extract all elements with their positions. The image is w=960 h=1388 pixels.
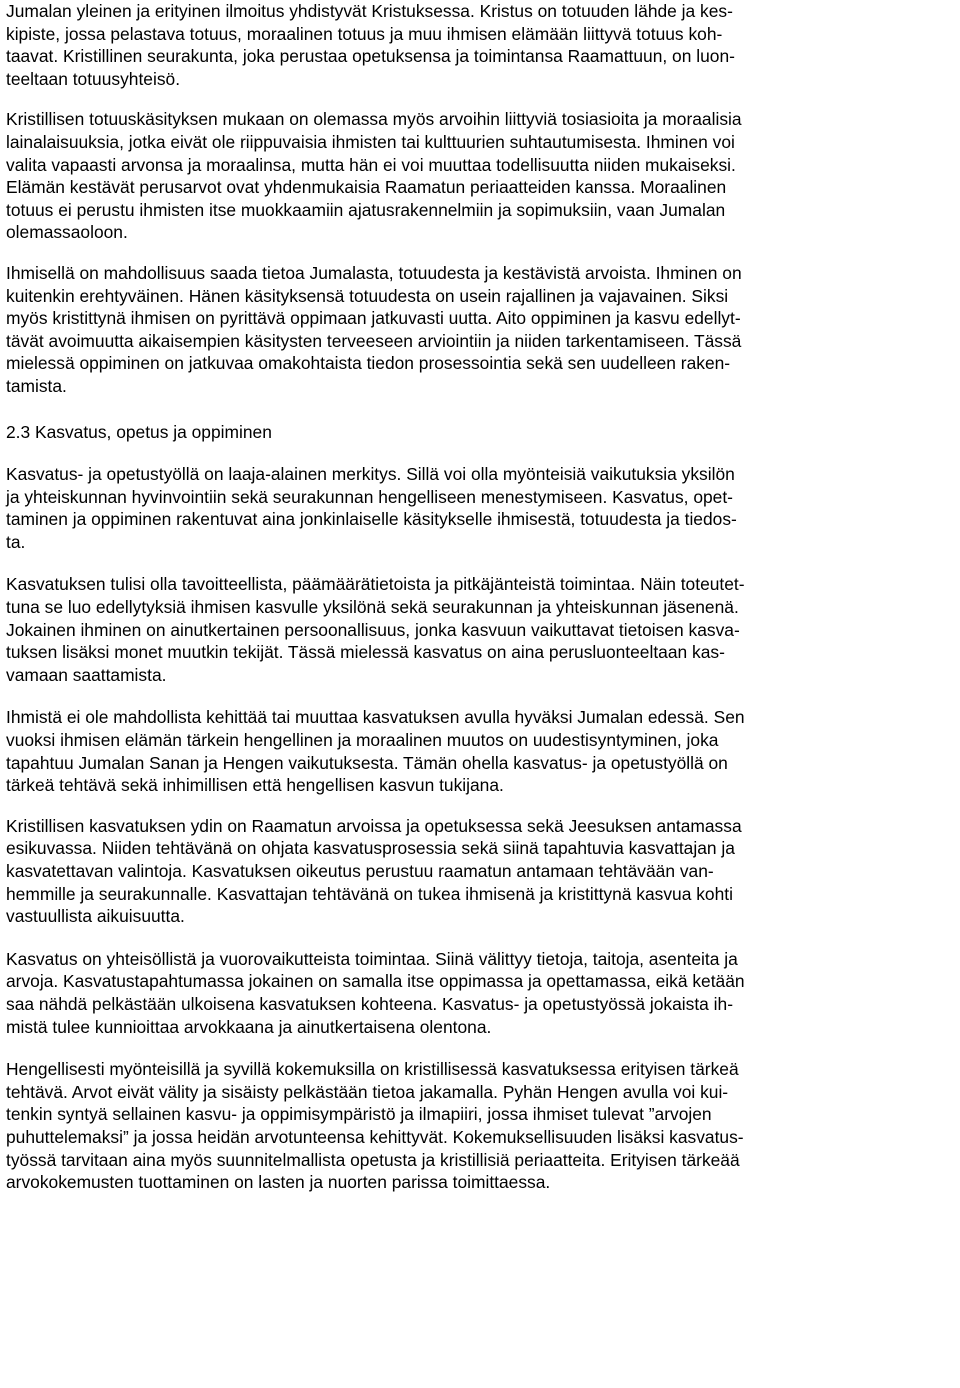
text-line: taminen ja oppiminen rakentuvat aina jonkinlaiselle käsitykselle ihmisestä, totuudesta ja tiedos-: [6, 509, 737, 530]
text-line: Jokainen ihminen on ainutkertainen persoonallisuus, jonka kasvuun vaikuttavat tietoisen kasva-: [6, 619, 740, 640]
text-line: tamista.: [6, 375, 67, 396]
text-line: ta.: [6, 531, 26, 552]
paragraph: [6, 948, 954, 1038]
text-line: myös kristittynä ihmisen on pyrittävä oppimaan jatkuvasti uutta. Aito oppiminen ja kasvu edellyt-: [6, 308, 741, 329]
text-line: mistä tulee kunnioittaa arvokkaana ja ainutkertaisena olentona.: [6, 1016, 492, 1037]
section-heading: 2.3 Kasvatus, opetus ja oppiminen: [6, 421, 272, 442]
paragraph: [6, 463, 954, 553]
text-line: saa nähdä pelkästään ulkoisena kasvatuksen kohteena. Kasvatus- ja opetustyössä jokaista ih-: [6, 993, 733, 1014]
text-line: kipiste, jossa pelastava totuus, moraalinen totuus ja muu ihmisen elämään liittyvä totuus koh-: [6, 23, 723, 44]
text-line: valita vapaasti arvonsa ja moraalinsa, mutta hän ei voi muuttaa todellisuutta niiden mukaiseksi.: [6, 154, 736, 175]
text-line: tapahtuu Jumalan Sanan ja Hengen vaikutuksesta. Tämän ohella kasvatus- ja opetustyöllä on: [6, 752, 728, 773]
paragraph: [6, 1058, 954, 1194]
text-line: vuoksi ihmisen elämän tärkein hengellinen ja moraalinen muutos on uudestisyntyminen, joka: [6, 730, 719, 751]
paragraph-spacer: [6, 686, 954, 706]
text-line: lainalaisuuksia, jotka eivät ole riippuvaisia ihmisten tai kulttuurien suhtautumisesta. Ihminen voi: [6, 131, 735, 152]
text-line: Ihmisellä on mahdollisuus saada tietoa Jumalasta, totuudesta ja kestävistä arvoista. Ihminen on: [6, 262, 742, 283]
text-line: ja yhteiskunnan hyvinvointiin sekä seurakunnan hengelliseen menestymiseen. Kasvatus, opet-: [6, 486, 733, 507]
text-line: Jumalan yleinen ja erityinen ilmoitus yhdistyvät Kristuksessa. Kristus on totuuden lähde ja kes-: [6, 1, 733, 21]
text-line: Elämän kestävät perusarvot ovat yhdenmukaisia Raamatun periaatteiden kanssa. Moraalinen: [6, 177, 727, 198]
text-line: esikuvassa. Niiden tehtävänä on ohjata kasvatusprosessia sekä siinä tapahtuvia kasvattajan ja: [6, 838, 735, 859]
paragraph-spacer: [6, 797, 954, 815]
text-line: totuus ei perustu ihmisten itse muokkaamiin ajatusrakennelmiin ja sopimuksiin, vaan Jumalan: [6, 199, 726, 220]
paragraph-spacer: [6, 553, 954, 573]
text-line: tehtävä. Arvot eivät välity ja sisäisty pelkästään tietoa jakamalla. Pyhän Hengen avulla voi kui-: [6, 1081, 729, 1102]
paragraph: [6, 0, 954, 90]
text-line: vastuullista aikuisuutta.: [6, 906, 185, 927]
text-line: mielessä oppiminen on jatkuvaa omakohtaista tiedon prosessointia sekä sen uudelleen raken-: [6, 353, 731, 374]
text-line: Kristillisen totuuskäsityksen mukaan on olemassa myös arvoihin liittyviä tosiasioita ja moraalisia: [6, 109, 742, 130]
text-line: kasvatettavan valintoja. Kasvatuksen oikeutus perustuu raamatun antamaan tehtävään van-: [6, 861, 714, 881]
paragraph-spacer: [6, 443, 954, 463]
text-line: teeltaan totuusyhteisö.: [6, 68, 181, 89]
paragraph: [6, 706, 954, 796]
text-line: tärkeä tehtävä sekä inhimillisen että hengellisen kasvun tukijana.: [6, 775, 504, 796]
text-line: tenkin syntyä sellainen kasvu- ja oppimisympäristö ja ilmapiiri, jossa ihmiset tulevat ”arvojen: [6, 1104, 712, 1125]
paragraph: [6, 815, 954, 928]
paragraph-spacer: [6, 244, 954, 262]
paragraph: [6, 262, 954, 398]
text-line: vamaan saattamista.: [6, 664, 167, 685]
text-line: Kasvatus- ja opetustyöllä on laaja-alainen merkitys. Sillä voi olla myönteisiä vaikutuksia yksilön: [6, 464, 735, 485]
text-line: olemassaoloon.: [6, 222, 128, 243]
document-body: [6, 0, 954, 1194]
paragraph-spacer: [6, 1038, 954, 1058]
paragraph-spacer: [6, 928, 954, 948]
text-line: tuna se luo edellytyksiä ihmisen kasvulle yksilönä sekä seurakunnan ja yhteiskunnan jäsenenä.: [6, 597, 739, 618]
paragraph: [6, 108, 954, 244]
paragraph-spacer: [6, 398, 954, 421]
text-line: Kasvatus on yhteisöllistä ja vuorovaikutteista toimintaa. Siinä välittyy tietoja, taitoja, asenteita ja: [6, 948, 738, 969]
text-line: Ihmistä ei ole mahdollista kehittää tai muuttaa kasvatuksen avulla hyväksi Jumalan edessä. Sen: [6, 707, 745, 728]
text-line: kuitenkin erehtyväinen. Hänen käsityksensä totuudesta on usein rajallinen ja vajavainen. Siksi: [6, 285, 729, 306]
text-line: arvokokemusten tuottaminen on lasten ja nuorten parissa toimittaessa.: [6, 1172, 551, 1193]
text-line: tuksen lisäksi monet muutkin tekijät. Tässä mielessä kasvatus on aina perusluonteeltaan kas-: [6, 642, 725, 663]
text-line: arvoja. Kasvatustapahtumassa jokainen on samalla itse oppimassa ja opettamassa, eikä ketään: [6, 971, 745, 992]
paragraph: [6, 573, 954, 686]
paragraph-spacer: [6, 90, 954, 108]
text-line: Kasvatuksen tulisi olla tavoitteellista, päämäärätietoista ja pitkäjänteistä toimintaa. Näin toteutet-: [6, 574, 745, 595]
text-line: Hengellisesti myönteisillä ja syvillä kokemuksilla on kristillisessä kasvatuksessa erityisen tärkeä: [6, 1059, 739, 1080]
text-line: työssä tarvitaan aina myös suunnitelmallista opetusta ja kristillisiä periaatteita. Erityisen tärkeää: [6, 1149, 740, 1170]
text-line: Kristillisen kasvatuksen ydin on Raamatun arvoissa ja opetuksessa sekä Jeesuksen antamassa: [6, 815, 742, 836]
text-line: puhuttelemaksi” ja jossa heidän arvotunteensa kehittyvät. Kokemuksellisuuden lisäksi kasvatus-: [6, 1126, 744, 1147]
text-line: tävät avoimuutta aikaisempien käsitysten terveeseen arviointiin ja niiden tarkentamiseen. Tässä: [6, 330, 742, 351]
text-line: hemmille ja seurakunnalle. Kasvattajan tehtävänä on tukea ihmisenä ja kristittynä kasvua kohti: [6, 883, 733, 904]
text-line: taavat. Kristillinen seurakunta, joka perustaa opetuksensa ja toimintansa Raamattuun, on luon-: [6, 46, 735, 67]
